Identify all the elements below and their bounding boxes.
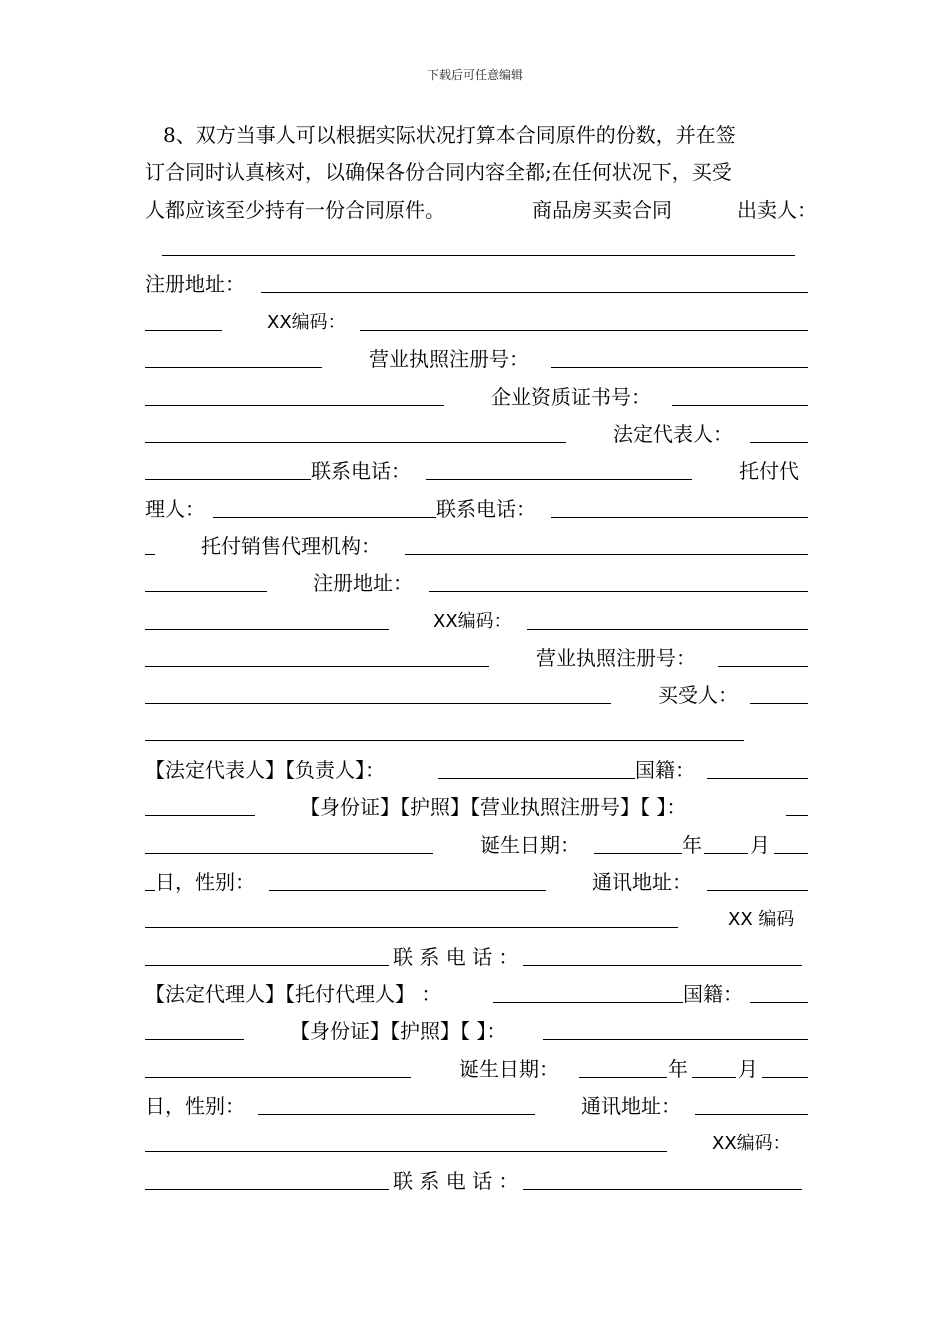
form-line (145, 1013, 808, 1050)
mail-address-blank[interactable] (695, 1114, 808, 1115)
form-line (145, 341, 808, 378)
form-line (145, 565, 808, 602)
form-line (145, 864, 808, 901)
xx-code-blank-cont[interactable] (145, 666, 489, 667)
form-line (145, 939, 808, 976)
license-no-blank[interactable] (551, 367, 808, 368)
form-line (145, 901, 808, 938)
form-line (145, 453, 808, 490)
form-line (145, 1125, 808, 1162)
xx-code-blank[interactable] (527, 629, 808, 630)
id-doc-blank-cont[interactable] (145, 1077, 411, 1078)
month-label: 月 (738, 1057, 758, 1081)
year-label: 年 (668, 1057, 688, 1081)
gender-blank[interactable] (258, 1114, 535, 1115)
mail-address-label: 通讯地址： (581, 1094, 681, 1118)
xx-code-label: XX 编码 (728, 909, 795, 930)
agent-label-part2: 理人： (145, 497, 205, 521)
id-doc-label: 【身份证】【护照】【 】： (290, 1019, 507, 1043)
license-no-blank-cont[interactable] (145, 703, 611, 704)
nationality-label: 国籍： (635, 758, 695, 782)
reg-address-label: 注册地址： (145, 272, 245, 296)
form-line (145, 827, 808, 864)
form-line (145, 528, 808, 565)
qualification-no-label: 企业资质证书号： (491, 385, 651, 409)
legal-rep-blank-cont[interactable] (145, 479, 311, 480)
sales-agency-label: 托付销售代理机构： (201, 534, 381, 558)
reg-address-blank-cont[interactable] (145, 330, 222, 331)
form-line (145, 1088, 808, 1125)
day-gender-label: 日，性别： (145, 1094, 245, 1118)
form-line (145, 640, 808, 677)
form-line (145, 677, 808, 714)
paragraph-text: 人都应该至少持有一份合同原件。 (145, 198, 445, 222)
month-label: 月 (750, 833, 770, 857)
phone-blank[interactable] (551, 517, 808, 518)
birth-year-blank[interactable] (579, 1077, 667, 1078)
form-line (145, 976, 808, 1013)
license-no-label: 营业执照注册号： (369, 347, 529, 371)
buyer-blank[interactable] (750, 703, 808, 704)
agent-person-blank[interactable] (493, 1002, 683, 1003)
year-label: 年 (682, 833, 702, 857)
phone-blank[interactable] (523, 965, 802, 966)
legal-rep-label: 法定代表人： (613, 422, 733, 446)
buyer-label: 买受人： (658, 683, 738, 707)
xx-code-blank[interactable] (145, 1189, 389, 1190)
day-gender-label: 日，性别： (155, 870, 255, 894)
reg-address-blank-cont[interactable] (145, 629, 389, 630)
form-line (145, 416, 808, 453)
mail-address-blank[interactable] (707, 890, 808, 891)
sales-agency-blank[interactable] (405, 554, 808, 555)
legal-rep-blank[interactable] (750, 442, 808, 443)
nationality-blank[interactable] (707, 778, 808, 779)
form-line (145, 789, 808, 826)
reg-address-label: 注册地址： (313, 571, 413, 595)
birth-month-blank[interactable] (704, 853, 748, 854)
xx-code-blank[interactable] (360, 330, 808, 331)
form-line (145, 379, 808, 416)
gender-blank[interactable] (269, 890, 546, 891)
reg-address-blank[interactable] (261, 292, 808, 293)
sales-agency-blank-cont[interactable] (145, 591, 267, 592)
paragraph-line-2 (145, 154, 808, 191)
xx-code-blank[interactable] (145, 965, 389, 966)
id-doc-blank[interactable] (543, 1039, 808, 1040)
id-doc-blank-cont[interactable] (145, 853, 433, 854)
phone-label: 联 系 电 话 ： (393, 945, 519, 969)
birth-day-blank[interactable] (762, 1077, 808, 1078)
qualification-no-blank[interactable] (672, 405, 808, 406)
xx-code-blank-cont[interactable] (145, 367, 322, 368)
id-doc-label: 【身份证】【护照】【营业执照注册号】【 】： (300, 795, 687, 819)
mail-address-label: 通讯地址： (592, 870, 692, 894)
paragraph-line-1 (145, 117, 808, 154)
form-line (145, 266, 808, 303)
phone-blank-cont[interactable] (145, 554, 155, 555)
birth-label: 诞生日期： (480, 833, 580, 857)
seller-label: 出卖人： (737, 198, 817, 222)
form-line (145, 1163, 808, 1200)
paragraph-line-3 (145, 192, 817, 229)
agent-blank[interactable] (213, 517, 436, 518)
xx-code-label: XX编码： (267, 312, 346, 333)
paragraph-text: 8、双方当事人可以根据实际状况打算本合同原件的份数，并在签 (163, 123, 736, 147)
phone-blank[interactable] (426, 479, 692, 480)
nationality-label: 国籍： (683, 982, 743, 1006)
agent-person-label: 【法定代理人】【托付代理人】 ： (145, 982, 442, 1006)
xx-code-label: XX编码： (433, 611, 512, 632)
paragraph-text: 订合同时认真核对，以确保各份合同内容全都;在任何状况下，买受 (145, 160, 732, 184)
phone-label: 联系电话： (436, 497, 536, 521)
form-line (145, 491, 808, 528)
birth-day-blank-cont[interactable] (145, 890, 155, 891)
form-line-seller (145, 229, 808, 266)
license-no-label: 营业执照注册号： (536, 646, 696, 670)
nationality-blank-cont[interactable] (145, 815, 255, 816)
form-line (145, 304, 808, 341)
qualification-no-blank-cont[interactable] (145, 442, 566, 443)
page-header: 下载后可任意编辑 (426, 68, 523, 82)
nationality-blank-cont[interactable] (145, 1039, 244, 1040)
phone-blank[interactable] (523, 1189, 802, 1190)
reg-address-blank[interactable] (429, 591, 808, 592)
form-line (145, 752, 808, 789)
agent-label-part1: 托付代 (739, 459, 799, 483)
birth-label: 诞生日期： (459, 1057, 559, 1081)
birth-day-blank[interactable] (774, 853, 808, 854)
birth-month-blank[interactable] (692, 1077, 736, 1078)
form-line (145, 603, 808, 640)
form-line (145, 1051, 808, 1088)
phone-label: 联系电话： (311, 459, 411, 483)
xx-code-label: XX编码： (712, 1133, 791, 1154)
license-no-blank-cont[interactable] (145, 405, 444, 406)
mail-address-blank-cont[interactable] (145, 1151, 667, 1152)
nationality-blank[interactable] (750, 1002, 808, 1003)
form-line (145, 714, 808, 751)
mail-address-blank-cont[interactable] (145, 927, 678, 928)
rep-person-label: 【法定代表人】【负责人】： (145, 758, 385, 782)
rep-person-blank[interactable] (438, 778, 635, 779)
id-doc-blank[interactable] (786, 815, 808, 816)
phone-label: 联 系 电 话 ： (393, 1169, 519, 1193)
birth-year-blank[interactable] (594, 853, 682, 854)
seller-blank[interactable] (162, 255, 795, 256)
buyer-blank-cont[interactable] (145, 740, 744, 741)
contract-title: 商品房买卖合同 (532, 198, 672, 222)
license-no-blank[interactable] (718, 666, 808, 667)
